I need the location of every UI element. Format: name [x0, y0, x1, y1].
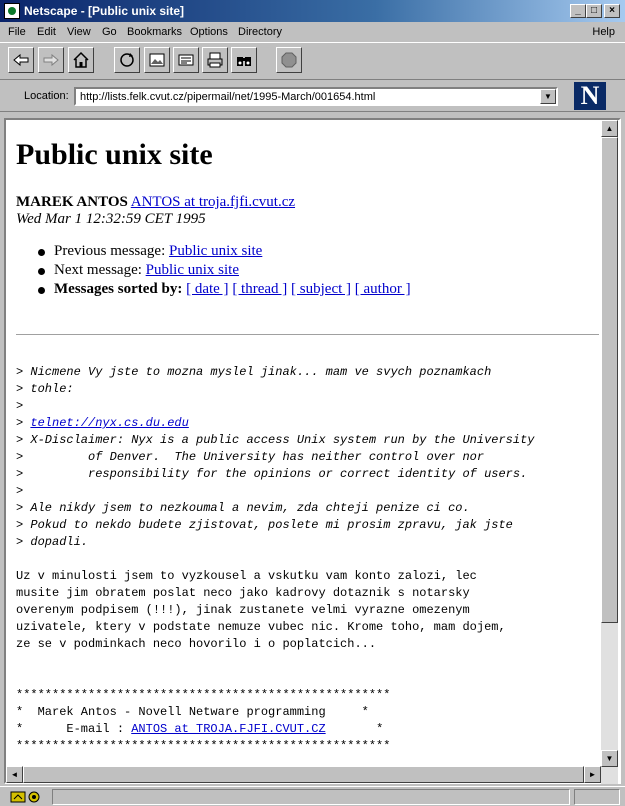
- sort-by-subject-link[interactable]: [ subject ]: [291, 281, 352, 297]
- sort-links-item: [38, 280, 596, 299]
- reload-button[interactable]: [114, 47, 140, 73]
- sort-by-thread-link[interactable]: [ thread ]: [232, 281, 288, 297]
- minimize-button[interactable]: _: [570, 4, 586, 18]
- signature-line: ****************************************************: [16, 688, 391, 702]
- body-line: musite jim obratem poslat neco jako kadrovy dotaznik s notarsky: [16, 586, 470, 600]
- forward-icon: [42, 51, 60, 69]
- telnet-link[interactable]: telnet://nyx.cs.du.edu: [30, 416, 189, 430]
- title-bar: [0, 0, 625, 22]
- menu-go[interactable]: Go: [102, 26, 117, 38]
- quote-line: >: [16, 484, 24, 498]
- menu-edit[interactable]: Edit: [37, 26, 56, 38]
- message-date: Wed Mar 1 12:32:59 CET 1995: [16, 211, 206, 227]
- page-title: Public unix site: [16, 138, 213, 171]
- print-icon: [206, 51, 224, 69]
- next-message-item: Next message: Public unix site: [38, 261, 596, 280]
- forward-button[interactable]: [38, 47, 64, 73]
- stop-button[interactable]: [276, 47, 302, 73]
- vertical-scrollbar[interactable]: [601, 120, 618, 784]
- menu-view[interactable]: View: [67, 26, 91, 38]
- status-bar: [0, 786, 625, 806]
- quote-line: > responsibility for the opinions or correct identity of users.: [16, 467, 528, 481]
- quote-line: > dopadli.: [16, 535, 89, 549]
- body-line: uzivatele, ktery v podstate nemuze vubec nic. Krome toho, mam dojem,: [16, 620, 506, 634]
- quote-line: > X-Disclaimer: Nyx is a public access Unix system run by the University: [16, 433, 535, 447]
- reload-icon: [118, 51, 136, 69]
- status-message-field: [52, 789, 570, 805]
- url-input[interactable]: http://lists.felk.cvut.cz/pipermail/net/1995-March/001654.html: [74, 87, 558, 106]
- quote-line: >: [16, 399, 24, 413]
- quote-line: > Ale nikdy jsem to nezkoumal a nevim, zda chteji penize ci co.: [16, 501, 470, 515]
- author-name: MAREK ANTOS: [16, 194, 128, 210]
- previous-message-link[interactable]: Public unix site: [168, 243, 263, 259]
- close-button[interactable]: ×: [604, 4, 620, 18]
- netscape-logo[interactable]: N: [574, 82, 606, 110]
- body-line: Uz v minulosti jsem to vyzkousel a vskutku vam konto zalozi, lec: [16, 569, 477, 583]
- scroll-left-button[interactable]: ◄: [6, 766, 23, 783]
- open-icon: [177, 51, 195, 69]
- quote-line: > of Denver. The University has neither control over nor: [16, 450, 485, 464]
- previous-message-item: Previous message: Public unix site: [38, 242, 596, 261]
- back-button[interactable]: [8, 47, 34, 73]
- sort-by-date-link[interactable]: [ date ]: [186, 281, 229, 297]
- page-viewport: [4, 118, 621, 784]
- signature-line: * Marek Antos - Novell Netware programming *: [16, 705, 369, 719]
- quote-line: > Nicmene Vy jste to mozna myslel jinak... mam ve svych poznamkach: [16, 365, 492, 379]
- next-message-link[interactable]: Public unix site: [145, 262, 239, 278]
- print-button[interactable]: [202, 47, 228, 73]
- menu-bookmarks[interactable]: Bookmarks: [127, 26, 183, 38]
- location-bar: [0, 80, 625, 112]
- home-icon: [72, 51, 90, 69]
- back-icon: [12, 51, 30, 69]
- security-key-icon: [10, 790, 44, 804]
- body-line: overenym podpisem (!!!), jinak zustanete velmi vyrazne omezenym: [16, 603, 470, 617]
- message-navigation: [38, 242, 596, 299]
- quote-line: > Pokud to nekdo budete zjistovat, poslete mi prosim zpravu, jak jste: [16, 518, 513, 532]
- toolbar: [0, 42, 625, 80]
- status-progress-field: [574, 789, 620, 805]
- sort-by-author-link[interactable]: [ author ]: [354, 281, 411, 297]
- menu-file[interactable]: File: [8, 26, 26, 38]
- scroll-up-button[interactable]: ▲: [601, 120, 618, 137]
- scroll-right-button[interactable]: ►: [584, 766, 601, 783]
- quote-line: > telnet://nyx.cs.du.edu: [16, 416, 189, 430]
- window-title: Netscape - [Public unix site]: [24, 4, 185, 18]
- images-icon: [148, 51, 166, 69]
- menu-options[interactable]: Options: [190, 26, 228, 38]
- netscape-app-icon[interactable]: [4, 3, 20, 19]
- vertical-scroll-thumb[interactable]: [601, 137, 618, 623]
- open-button[interactable]: [173, 47, 199, 73]
- signature-email-link[interactable]: ANTOS at TROJA.FJFI.CVUT.CZ: [131, 722, 326, 736]
- find-button[interactable]: [231, 47, 257, 73]
- body-line: ze se v podminkach neco hovorilo i o poplatcich...: [16, 637, 377, 651]
- horizontal-rule: [16, 334, 599, 336]
- menu-directory[interactable]: Directory: [238, 26, 283, 38]
- sorted-by-label: Messages sorted by:: [54, 281, 183, 297]
- menu-bar: [0, 22, 625, 42]
- menu-help[interactable]: Help: [592, 26, 615, 38]
- author-line: [16, 194, 596, 211]
- signature-line: ****************************************************: [16, 739, 391, 753]
- home-button[interactable]: [68, 47, 94, 73]
- url-dropdown-button[interactable]: ▼: [540, 89, 556, 104]
- maximize-button[interactable]: □: [586, 4, 602, 18]
- scroll-down-button[interactable]: ▼: [601, 750, 618, 767]
- horizontal-scroll-thumb[interactable]: [23, 766, 584, 783]
- images-button[interactable]: [144, 47, 170, 73]
- author-email-link[interactable]: ANTOS at troja.fjfi.cvut.cz: [130, 194, 296, 210]
- signature-line: * E-mail : ANTOS at TROJA.FJFI.CVUT.CZ *: [16, 722, 384, 736]
- quote-line: > tohle:: [16, 382, 74, 396]
- stop-icon: [280, 51, 298, 69]
- page-content: [16, 138, 596, 299]
- location-label: Location:: [24, 90, 69, 102]
- find-icon: [235, 51, 253, 69]
- horizontal-scrollbar[interactable]: [6, 766, 601, 783]
- message-body: [16, 364, 534, 755]
